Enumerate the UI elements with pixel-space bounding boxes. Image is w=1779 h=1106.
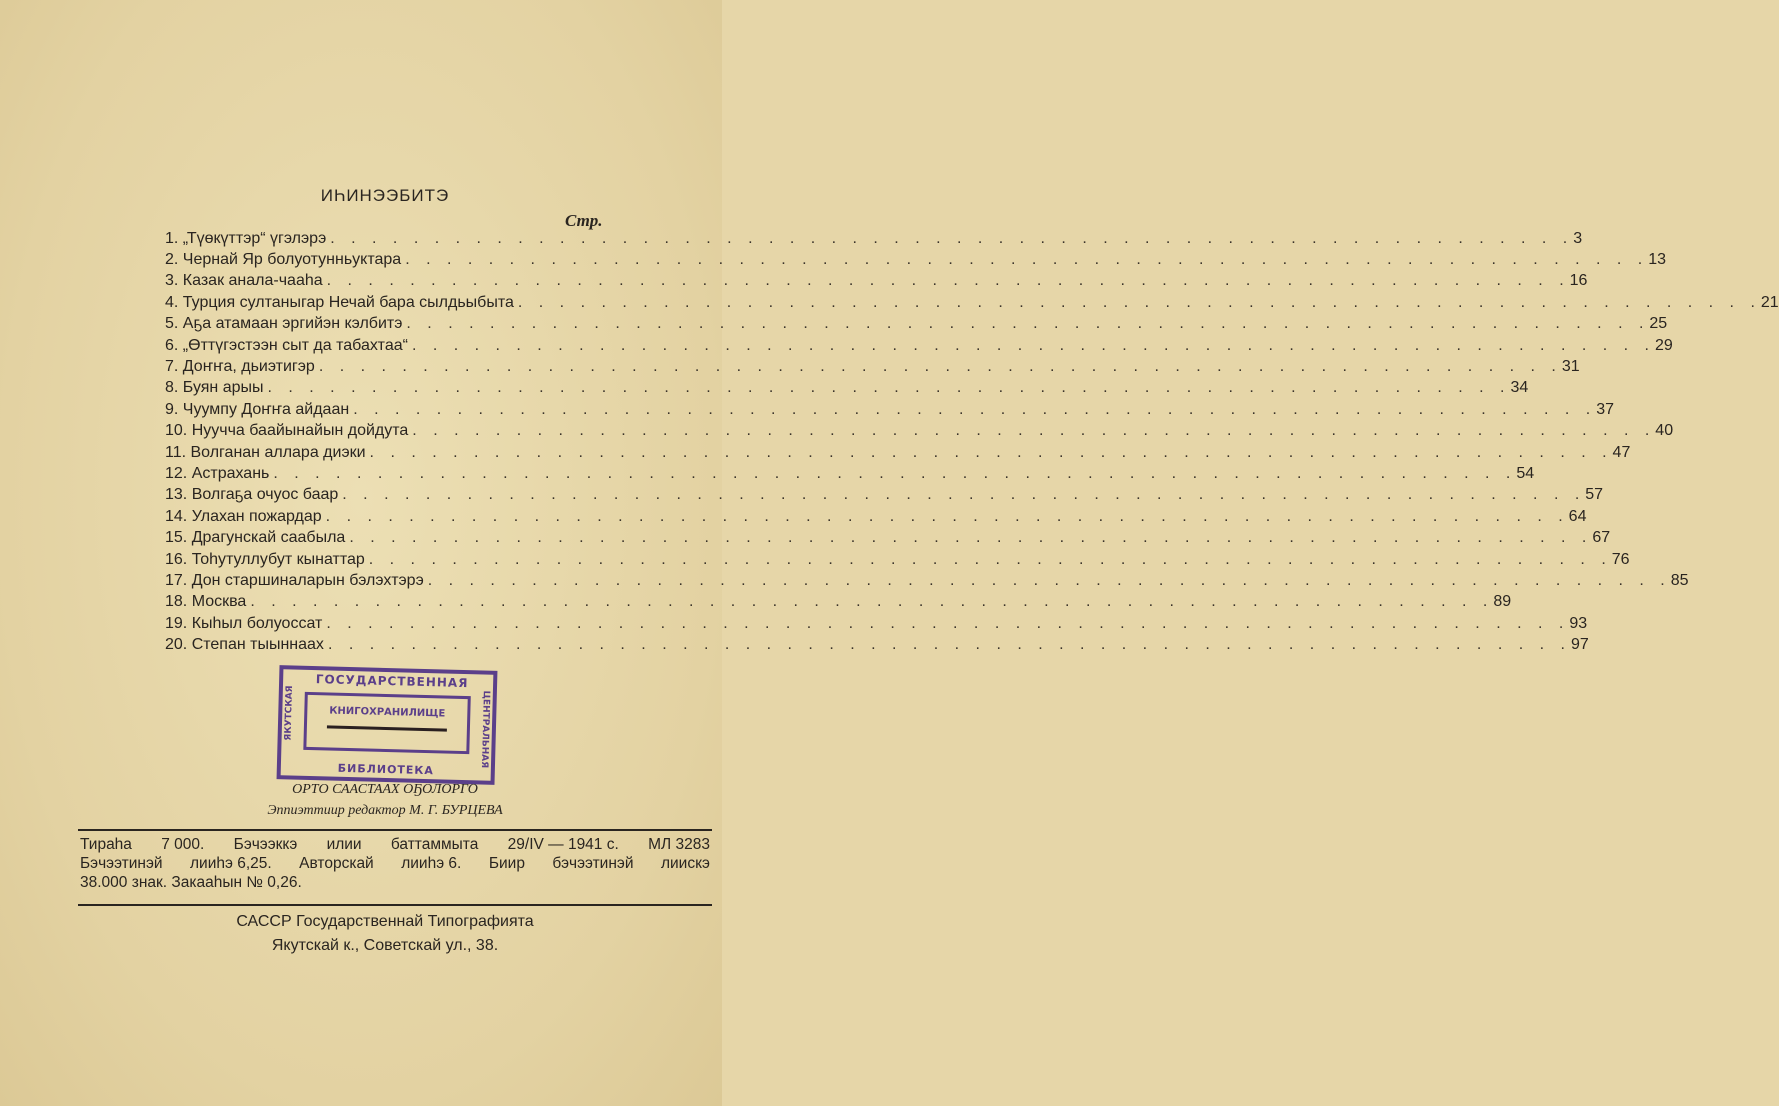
leader-dots: . . . . . . . . . . . . . . . . . . . . . . . . . . . . . . . . . . . . . . . . . . . . . . . . . . . . . . . . . . . . bbox=[342, 486, 1586, 504]
toc-entry-page: 47 bbox=[1612, 443, 1631, 461]
toc-entry-page: 29 bbox=[1654, 336, 1673, 354]
toc-entry bbox=[165, 356, 1580, 377]
imprint-text: 7 000. bbox=[161, 836, 205, 853]
imprint-text: МЛ 3283 bbox=[648, 836, 710, 853]
toc-entry bbox=[165, 421, 1674, 442]
toc-entry-page: 85 bbox=[1670, 571, 1689, 589]
imprint-text: лииһэ 6,25. bbox=[190, 855, 272, 872]
toc-entry bbox=[165, 335, 1673, 356]
stamp-bottom-text: БИБЛИОТЕКА bbox=[337, 761, 435, 778]
leader-dots: . . . . . . . . . . . . . . . . . . . . . . . . . . . . . . . . . . . . . . . . . . . . . . . . . . . . . . . . . . . . bbox=[411, 336, 1655, 354]
toc-entry-title: 2. Чернай Яр болуотунньуктара bbox=[165, 251, 402, 269]
stamp-left-text: ЯКУТСКАЯ bbox=[283, 685, 296, 741]
printer-info bbox=[0, 910, 770, 958]
toc-entry bbox=[165, 442, 1631, 463]
leader-dots: . . . . . . . . . . . . . . . . . . . . . . . . . . . . . . . . . . . . . . . . . . . . . . . . . . . . . . . . . . . . bbox=[326, 272, 1570, 290]
toc-entry-page: 16 bbox=[1569, 272, 1588, 290]
toc-entry-title: 1. „Түөкүттэр“ үгэлэрэ bbox=[165, 229, 327, 247]
imprint-line bbox=[80, 854, 710, 873]
toc-entry bbox=[165, 463, 1535, 484]
leader-dots: . . . . . . . . . . . . . . . . . . . . . . . . . . . . . . . . . . . . . . . . . . . . . . . . . . . . . . . . . . . . bbox=[326, 614, 1570, 632]
divider bbox=[78, 829, 712, 831]
toc-entry-page: 64 bbox=[1568, 507, 1587, 525]
toc-entry-page: 40 bbox=[1655, 422, 1674, 440]
imprint-text: лииһэ 6. bbox=[401, 855, 462, 872]
imprint-text: Тираһа bbox=[80, 836, 132, 853]
imprint-text: 38.000 знак. Закааһын № 0,26. bbox=[80, 874, 302, 891]
toc-entry-title: 4. Турция султаныгар Нечай бара сылдьыбыта bbox=[165, 293, 514, 311]
stamp-right-text: ЦЕНТРАЛЬНАЯ bbox=[478, 690, 491, 769]
stamp-bar bbox=[327, 725, 447, 731]
leader-dots: . . . . . . . . . . . . . . . . . . . . . . . . . . . . . . . . . . . . . . . . . . . . . . . . . . . . . . . . . . . . bbox=[327, 636, 1571, 654]
toc-entry-title: 7. Доҥҥа, дьиэтигэр bbox=[165, 358, 315, 376]
leader-dots: . . . . . . . . . . . . . . . . . . . . . . . . . . . . . . . . . . . . . . . . . . . . . . . . . . . . . . . . . . . . bbox=[412, 422, 1656, 440]
toc-entry-title: 5. Аҕа атамаан эргийэн кэлбитэ bbox=[165, 315, 403, 333]
imprint-text: илии bbox=[326, 836, 362, 853]
toc-entry-page: 54 bbox=[1516, 464, 1535, 482]
toc-entry-title: 8. Буян арыы bbox=[165, 379, 264, 397]
leader-dots: . . . . . . . . . . . . . . . . . . . . . . . . . . . . . . . . . . . . . . . . . . . . . . . . . . . . . . . . . . . . bbox=[318, 358, 1562, 376]
toc-entry-page: 21 bbox=[1760, 293, 1779, 311]
toc-entry-title: 19. Кыһыл болуоссат bbox=[165, 614, 323, 632]
leader-dots: . . . . . . . . . . . . . . . . . . . . . . . . . . . . . . . . . . . . . . . . . . . . . . . . . . . . . . . . . . . . bbox=[273, 464, 1517, 482]
imprint-text: Бэчээтинэй bbox=[80, 855, 163, 872]
toc-entry-page: 34 bbox=[1510, 379, 1529, 397]
leader-dots: . . . . . . . . . . . . . . . . . . . . . . . . . . . . . . . . . . . . . . . . . . . . . . . . . . . . . . . . . . . . bbox=[330, 229, 1574, 247]
editor-line: Эппиэттиир редактор М. Г. БУРЦЕВА bbox=[267, 803, 503, 818]
toc-entry-page: 3 bbox=[1573, 229, 1583, 247]
toc-entry-title: 13. Волгаҕа очуос баар bbox=[165, 486, 339, 504]
toc-entry bbox=[165, 249, 1666, 270]
toc-entry-title: 18. Москва bbox=[165, 593, 247, 611]
toc-entry-title: 10. Нуучча баайынайын дойдута bbox=[165, 422, 409, 440]
imprint-block bbox=[80, 835, 710, 892]
leader-dots: . . . . . . . . . . . . . . . . . . . . . . . . . . . . . . . . . . . . . . . . . . . . . . . . . . . . . . . . . . . . bbox=[406, 315, 1650, 333]
imprint-text: Бэчээккэ bbox=[233, 836, 298, 853]
toc-entry bbox=[165, 271, 1588, 292]
toc-entry-title: 16. Тоһутуллубут кынаттар bbox=[165, 550, 365, 568]
toc-entry-page: 76 bbox=[1611, 550, 1630, 568]
printer-name: САССР Государственнай Типографията bbox=[236, 913, 534, 930]
leader-dots: . . . . . . . . . . . . . . . . . . . . . . . . . . . . . . . . . . . . . . . . . . . . . . . . . . . . . . . . . . . . bbox=[267, 379, 1511, 397]
leader-dots: . . . . . . . . . . . . . . . . . . . . . . . . . . . . . . . . . . . . . . . . . . . . . . . . . . . . . . . . . . . . bbox=[427, 571, 1671, 589]
imprint-line bbox=[80, 835, 710, 854]
toc-entry-page: 37 bbox=[1596, 400, 1614, 418]
page-title: ИҺИНЭЭБИТЭ bbox=[320, 186, 450, 205]
imprint-text: Биир bbox=[488, 855, 525, 872]
divider bbox=[78, 904, 712, 906]
toc-entry bbox=[165, 634, 1589, 655]
stamp-top-text: ГОСУДАРСТВЕННАЯ bbox=[315, 672, 469, 691]
leader-dots: . . . . . . . . . . . . . . . . . . . . . . . . . . . . . . . . . . . . . . . . . . . . . . . . . . . . . . . . . . . . bbox=[325, 507, 1569, 525]
toc-entry bbox=[165, 314, 1668, 335]
leader-dots: . . . . . . . . . . . . . . . . . . . . . . . . . . . . . . . . . . . . . . . . . . . . . . . . . . . . . . . . . . . . bbox=[250, 593, 1494, 611]
toc-entry bbox=[165, 570, 1689, 591]
stamp-middle-text: КНИГОХРАНИЛИЩЕ bbox=[329, 705, 446, 720]
toc-entry bbox=[165, 613, 1588, 634]
toc-entry bbox=[165, 506, 1587, 527]
imprint-text: бэчээтинэй bbox=[552, 855, 634, 872]
toc-entry-page: 13 bbox=[1648, 251, 1666, 269]
imprint-text: лиискэ bbox=[660, 855, 710, 872]
toc-entry-title: 17. Дон старшиналарын бэлэхтэрэ bbox=[165, 571, 424, 589]
leader-dots: . . . . . . . . . . . . . . . . . . . . . . . . . . . . . . . . . . . . . . . . . . . . . . . . . . . . . . . . . . . . bbox=[353, 400, 1597, 418]
toc-entry bbox=[165, 527, 1611, 548]
toc-entry bbox=[165, 228, 1583, 249]
toc-entry-title: 11. Волганан аллара диэки bbox=[165, 443, 366, 461]
library-stamp bbox=[277, 665, 498, 785]
leader-dots: . . . . . . . . . . . . . . . . . . . . . . . . . . . . . . . . . . . . . . . . . . . . . . . . . . . . . . . . . . . . bbox=[517, 293, 1761, 311]
toc-entry bbox=[165, 292, 1779, 313]
toc-entry bbox=[165, 592, 1512, 613]
toc-entry-title: 3. Казак анала-чааһа bbox=[165, 272, 323, 290]
toc-entry bbox=[165, 485, 1604, 506]
printer-address: Якутскай к., Советскай ул., 38. bbox=[271, 937, 499, 954]
toc-entry-page: 57 bbox=[1585, 486, 1604, 504]
imprint-text: Авторскай bbox=[299, 855, 374, 872]
toc-entry-page: 97 bbox=[1570, 636, 1589, 654]
toc-entry-title: 12. Астрахань bbox=[165, 464, 270, 482]
leader-dots: . . . . . . . . . . . . . . . . . . . . . . . . . . . . . . . . . . . . . . . . . . . . . . . . . . . . . . . . . . . . bbox=[349, 529, 1593, 547]
toc-entry bbox=[165, 549, 1630, 570]
toc-entry-page: 89 bbox=[1493, 593, 1512, 611]
page-column-label: Стр. bbox=[565, 211, 603, 230]
toc-entry-title: 14. Улахан пожардар bbox=[165, 507, 322, 525]
toc-entry-title: 15. Драгунскай саабыла bbox=[165, 529, 346, 547]
table-of-contents bbox=[165, 228, 1779, 656]
toc-entry-page: 67 bbox=[1592, 529, 1611, 547]
leader-dots: . . . . . . . . . . . . . . . . . . . . . . . . . . . . . . . . . . . . . . . . . . . . . . . . . . . . . . . . . . . . bbox=[405, 251, 1649, 269]
toc-entry-title: 9. Чуумпу Доҥҥа айдаан bbox=[165, 400, 350, 418]
imprint-text: баттаммыта bbox=[390, 836, 479, 853]
toc-entry-page: 31 bbox=[1561, 358, 1580, 376]
leader-dots: . . . . . . . . . . . . . . . . . . . . . . . . . . . . . . . . . . . . . . . . . . . . . . . . . . . . . . . . . . . . bbox=[369, 443, 1613, 461]
imprint-text: 29/IV — 1941 с. bbox=[507, 836, 619, 853]
toc-entry-title: 20. Степан тыыннаах bbox=[165, 636, 324, 654]
series-line: ОРТО СААСТААХ ОҔОЛОРГО bbox=[292, 782, 478, 797]
toc-entry-page: 93 bbox=[1569, 614, 1588, 632]
toc-entry bbox=[165, 399, 1614, 420]
toc-entry bbox=[165, 378, 1529, 399]
leader-dots: . . . . . . . . . . . . . . . . . . . . . . . . . . . . . . . . . . . . . . . . . . . . . . . . . . . . . . . . . . . . bbox=[368, 550, 1612, 568]
stamp-inner-box bbox=[303, 692, 470, 754]
toc-entry-title: 6. „Өттүгэстээн сыт да табахтаа“ bbox=[165, 336, 408, 354]
toc-entry-page: 25 bbox=[1649, 315, 1668, 333]
imprint-line bbox=[80, 873, 710, 892]
